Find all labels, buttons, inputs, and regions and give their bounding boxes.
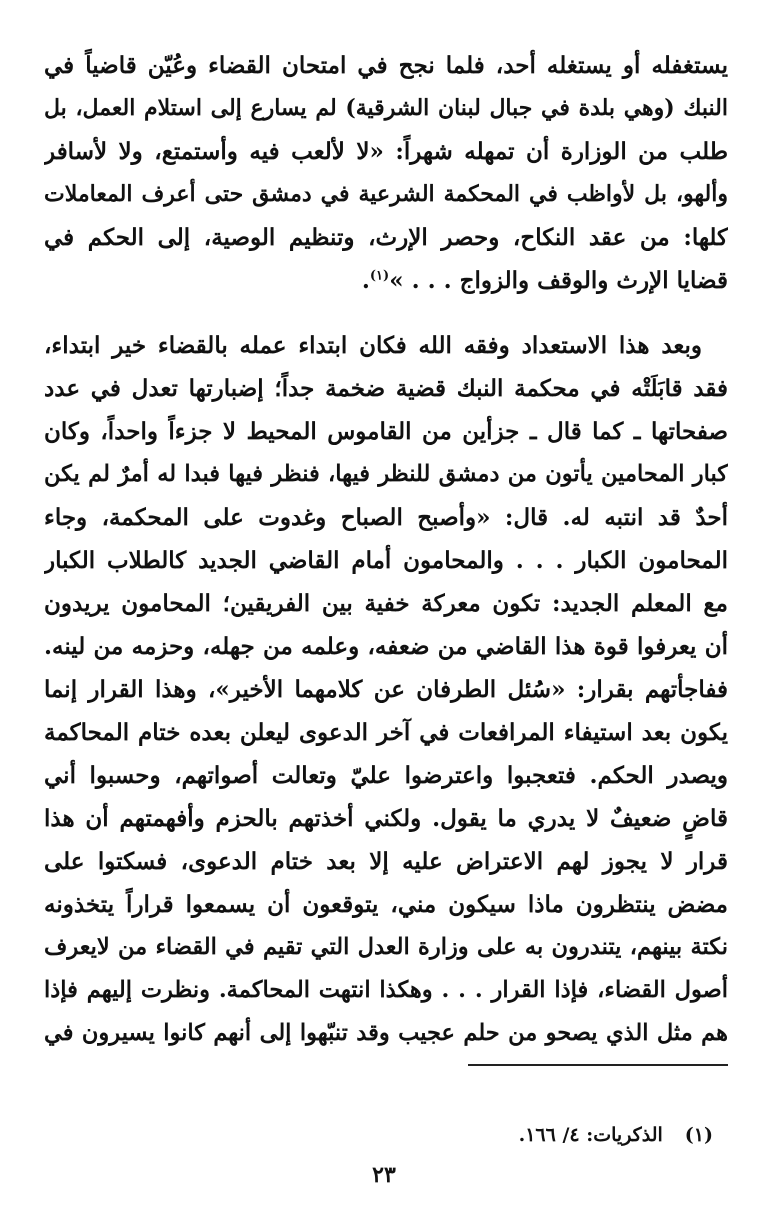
text-line: قرار لا يجوز لهم الاعتراض عليه إلا بعد ختام الدعوى، فسكتوا على [44,848,728,875]
paragraph-2 [44,324,728,1055]
text-line: مع المعلم الجديد: تكون معركة خفية بين الفريقين؛ المحامون يريدون [44,590,728,617]
text-line: قاضٍ ضعيفٌ لا يدري ما يقول. ولكني أخذتهم بالحزم وأفهمتهم أن هذا [44,805,728,832]
text-line: نكتة بينهم، يتندرون به على وزارة العدل التي تقيم في القضاء من لايعرف [44,934,728,960]
text-line: مضض ينتظرون ماذا سيكون مني، يتوقعون أن يسمعوا قراراً يتخذونه [44,891,728,918]
footnote-reference[interactable]: (١) [369,268,390,284]
footnote-number: (١) [684,1124,713,1146]
text-line: هم مثل الذي يصحو من حلم عجيب وقد تنبّهوا إلى أنهم كانوا يسيرون في [44,1020,728,1046]
text-line: أصول القضاء، فإذا القرار . . . وهكذا انتهت المحاكمة. ونظرت إليهم فإذا [44,977,728,1003]
text-line: ويصدر الحكم. فتعجبوا واعترضوا عليّ وتعالت أصواتهم، وحسبوا أني [44,762,728,789]
text-line: وألهو، بل لأواظب في المحكمة الشرعية في دمشق حتى أعرف المعاملات [44,181,728,207]
text-line: المحامون الكبار . . . والمحامون أمام القاضي الجديد كالطلاب الكبار [44,547,728,574]
footnote-text: الذكريات: ٤/ ١٦٦. [518,1124,663,1146]
footnote [44,1120,713,1150]
text-line: كبار المحامين يأتون من دمشق للنظر فيها، فنظر فيها فبدا له أمرٌ لم يكن [44,461,728,487]
text-line: يستغفله أو يستغله أحد، فلما نجح في امتحان القضاء وعُيّن قاضياً في [44,52,728,79]
text-line: أن يعرفوا قوة هذا القاضي من ضعفه، وعلمه من جهله، وحزمه من لينه. [44,633,728,660]
page-number: ٢٣ [372,1162,396,1188]
text-line-content: قضايا الإرث والوقف والزواج . . . » [389,267,728,294]
line-end-punctuation: . [361,267,370,294]
text-line: أحدٌ قد انتبه له. قال: «وأصبح الصباح وغدوت على المحكمة، وجاء [44,504,728,531]
footnote-separator [468,1064,728,1066]
text-line: يكون بعد استيفاء المرافعات في آخر الدعوى ليعلن بعده ختام المحاكمة [44,719,728,746]
text-line: طلب من الوزارة أن تمهله شهراً: «لا لألعب فيه وأستمتع، ولا لأسافر [44,138,728,165]
text-line: صفحاتها ـ كما قال ـ جزأين من القاموس المحيط لا جزءاً واحداً، وكان [44,418,728,445]
text-line: فقد قابَلَتْه في محكمة النبك قضية ضخمة جداً؛ إضبارتها تعدل في عدد [44,375,728,402]
text-line: ففاجأتهم بقرار: «سُئل الطرفان عن كلامهما الأخير»، وهذا القرار إنما [44,676,728,703]
paragraph-1 [44,44,728,302]
text-line-last [44,259,728,302]
text-line: كلها: من عقد النكاح، وحصر الإرث، وتنظيم الوصية، إلى الحكم في [44,224,728,251]
text-line-indented: وبعد هذا الاستعداد وفقه الله فكان ابتداء عمله بالقضاء خير ابتداء، [44,332,702,359]
text-line: النبك (وهي بلدة في جبال لبنان الشرقية) لم يسارع إلى استلام العمل، بل [44,95,728,121]
